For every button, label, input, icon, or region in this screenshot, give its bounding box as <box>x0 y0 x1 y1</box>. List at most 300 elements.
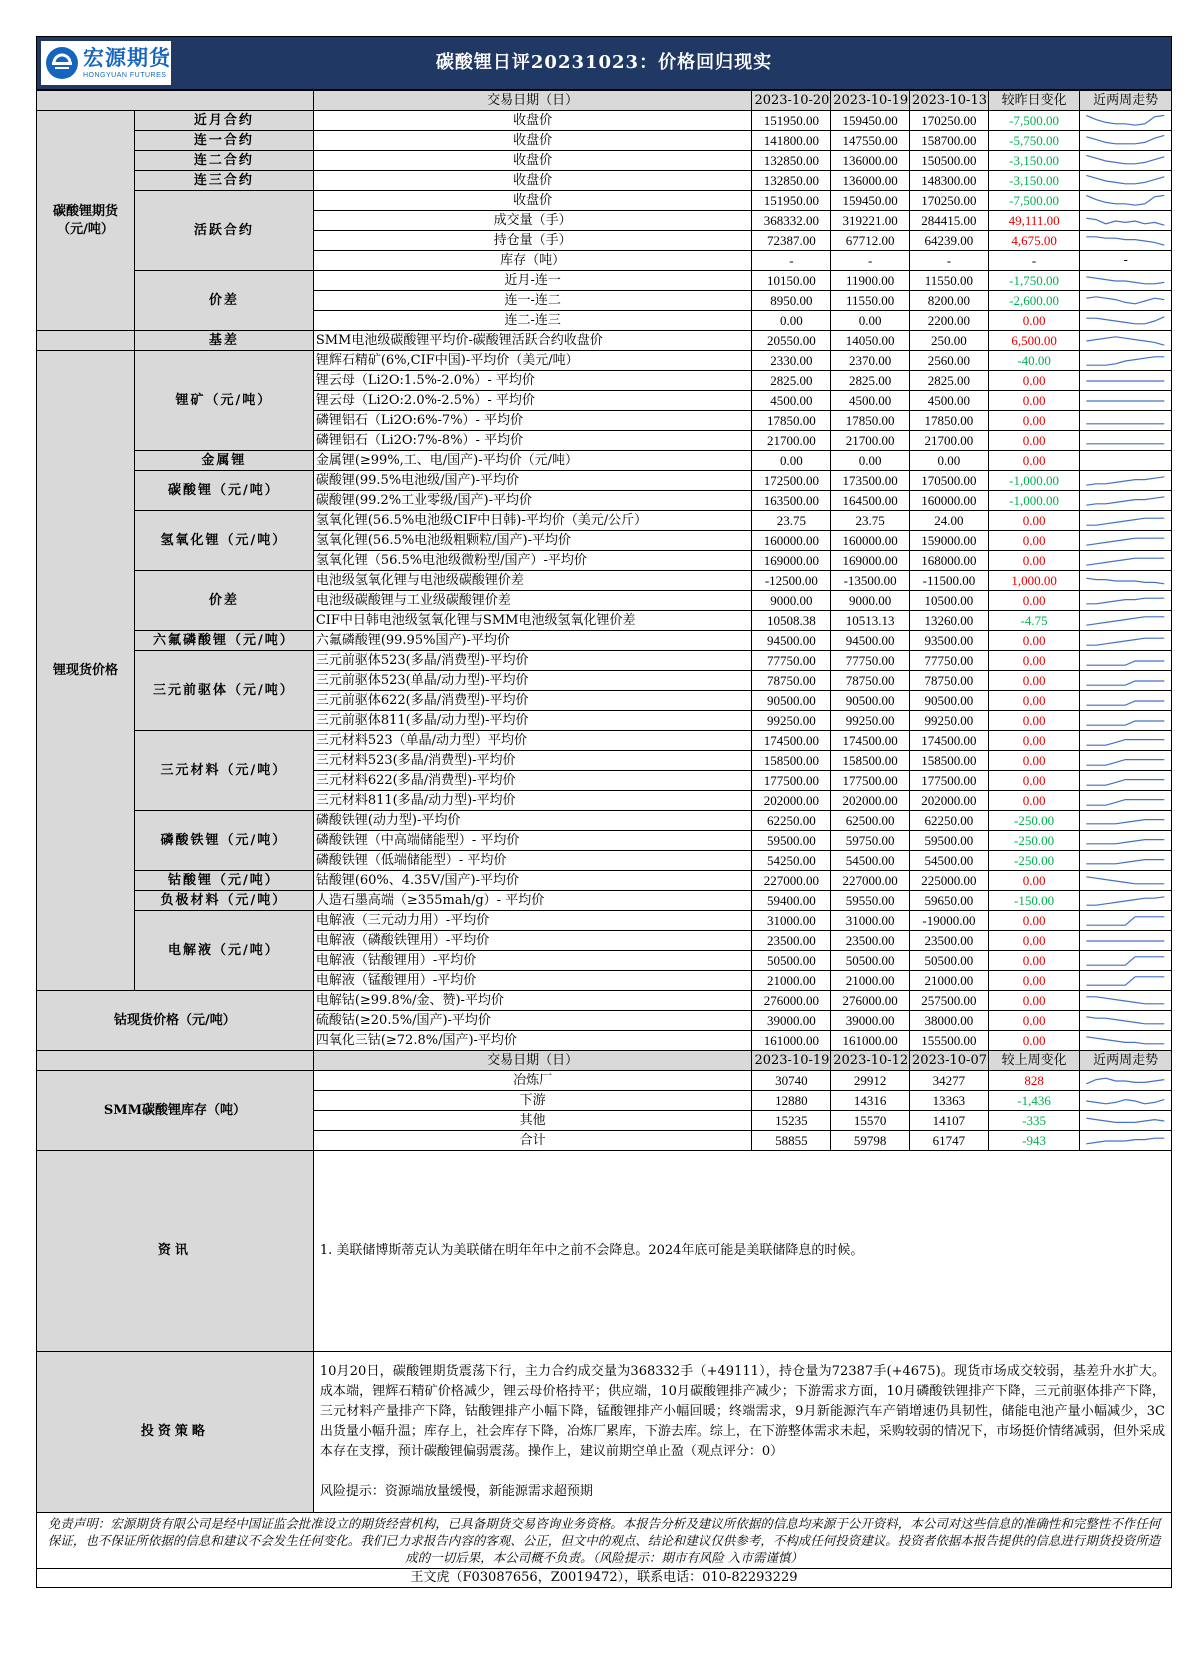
sparkline-chart <box>1080 952 1171 970</box>
row-label: 锂云母（Li2O:2.0%-2.5%）- 平均价 <box>313 391 752 411</box>
sparkline-chart <box>1080 472 1171 490</box>
sparkline-series <box>1087 739 1165 745</box>
trend-sparkline <box>1080 571 1172 591</box>
value-cell: 0.00 <box>831 451 910 471</box>
sparkline-chart <box>1080 612 1171 630</box>
change-cell: 0.00 <box>988 591 1080 611</box>
change-cell: 0.00 <box>988 431 1080 451</box>
sparkline-chart <box>1080 412 1171 430</box>
change-cell: -3,150.00 <box>988 171 1080 191</box>
value-cell: 202000.00 <box>752 791 831 811</box>
sparkline-series <box>1087 115 1165 125</box>
table-row <box>37 331 1172 351</box>
sparkline-chart <box>1080 592 1171 610</box>
change-cell: 6,500.00 <box>988 331 1080 351</box>
strategy-cell <box>313 1352 1171 1513</box>
trend-sparkline <box>1080 831 1172 851</box>
trend-sparkline <box>1080 371 1172 391</box>
sparkline-series <box>1087 996 1165 1003</box>
sparkline-chart <box>1080 192 1171 210</box>
trend-sparkline <box>1080 311 1172 331</box>
value-cell: 227000.00 <box>752 871 831 891</box>
sparkline-series <box>1087 1016 1165 1023</box>
value-cell: 17850.00 <box>910 411 989 431</box>
row-label: 三元材料523（单晶/动力型）平均价 <box>313 731 752 751</box>
header-cell: 较昨日变化 <box>988 91 1080 111</box>
sparkline-series <box>1087 1036 1165 1043</box>
sparkline-series <box>1087 916 1165 924</box>
sparkline-chart <box>1080 152 1171 170</box>
trend-sparkline <box>1080 871 1172 891</box>
trend-sparkline <box>1080 111 1172 131</box>
sparkline-chart <box>1080 212 1171 230</box>
table-row <box>37 451 1172 471</box>
value-cell: 159450.00 <box>831 111 910 131</box>
row-sublabel: 六氟磷酸锂（元/吨） <box>134 631 313 651</box>
sparkline-series <box>1087 296 1165 303</box>
row-label: 合计 <box>313 1131 752 1151</box>
sparkline-series <box>1087 681 1165 685</box>
table-row <box>37 631 1172 651</box>
row-label: 磷酸铁锂（低端储能型）- 平均价 <box>313 851 752 871</box>
row-label: 金属锂(≥99%,工、电/国产)-平均价（元/吨） <box>313 451 752 471</box>
trend-sparkline <box>1080 211 1172 231</box>
row-label: 碳酸锂(99.5%电池级/国产)-平均价 <box>313 471 752 491</box>
value-cell: 17850.00 <box>752 411 831 431</box>
sparkline-series <box>1087 638 1165 645</box>
sparkline-chart <box>1080 692 1171 710</box>
inventory-header-row <box>37 1051 1172 1071</box>
header-cell: 2023-10-19 <box>831 91 910 111</box>
value-cell: 50500.00 <box>752 951 831 971</box>
header-cell: 2023-10-19 <box>752 1051 831 1071</box>
change-cell: -250.00 <box>988 851 1080 871</box>
value-cell: 158500.00 <box>752 751 831 771</box>
value-cell: 38000.00 <box>910 1011 989 1031</box>
sparkline-chart <box>1080 372 1171 390</box>
row-sublabel: 电解液（元/吨） <box>134 911 313 991</box>
row-label: 锂云母（Li2O:1.5%-2.0%）- 平均价 <box>313 371 752 391</box>
row-label: 四氧化三钴(≥72.8%/国产)-平均价 <box>313 1031 752 1051</box>
row-label: SMM电池级碳酸锂平均价-碳酸锂活跃合约收盘价 <box>313 331 752 351</box>
change-cell: 0.00 <box>988 651 1080 671</box>
value-cell: 54500.00 <box>910 851 989 871</box>
value-cell: 59750.00 <box>831 831 910 851</box>
row-label: 库存（吨） <box>313 251 752 271</box>
sparkline-chart <box>1080 732 1171 750</box>
trend-sparkline <box>1080 451 1172 471</box>
table-row <box>37 111 1172 131</box>
logo-cn: 宏源期货 <box>83 45 171 70</box>
sparkline-series <box>1087 839 1165 843</box>
value-cell: 159000.00 <box>910 531 989 551</box>
sparkline-chart <box>1080 1012 1171 1030</box>
row-label: 硫酸钴(≥20.5%/国产)-平均价 <box>313 1011 752 1031</box>
sparkline-chart <box>1080 272 1171 290</box>
table-row <box>37 651 1172 671</box>
row-label: 磷酸铁锂（中高端储能型）- 平均价 <box>313 831 752 851</box>
sparkline-chart <box>1080 792 1171 810</box>
sparkline-series <box>1087 598 1165 604</box>
sparkline-series <box>1087 721 1165 725</box>
value-cell: 202000.00 <box>910 791 989 811</box>
row-label: 电池级氢氧化锂与电池级碳酸锂价差 <box>313 571 752 591</box>
row-label: 三元材料523(多晶/消费型)-平均价 <box>313 751 752 771</box>
sparkline-series <box>1087 496 1165 504</box>
row-sublabel: 三元前驱体（元/吨） <box>134 651 313 731</box>
trend-sparkline <box>1080 851 1172 871</box>
trend-sparkline <box>1080 731 1172 751</box>
change-cell: -250.00 <box>988 831 1080 851</box>
value-cell: 132850.00 <box>752 171 831 191</box>
value-cell: 59500.00 <box>752 831 831 851</box>
value-cell: 99250.00 <box>910 711 989 731</box>
change-cell: 0.00 <box>988 731 1080 751</box>
row-sublabel: 氢氧化锂（元/吨） <box>134 511 313 571</box>
value-cell: 2370.00 <box>831 351 910 371</box>
sparkline-series <box>1087 759 1165 765</box>
value-cell: 2330.00 <box>752 351 831 371</box>
sparkline-chart <box>1080 1032 1171 1050</box>
table-row <box>37 891 1172 911</box>
row-label: 收盘价 <box>313 171 752 191</box>
sparkline-series <box>1087 661 1165 665</box>
strategy-text: 10月20日，碳酸锂期货震荡下行，主力合约成交量为368332手（+49111），持仓量为72387手(+4675)。现货市场成交较弱，基差升水扩大。成本端，锂辉石精矿价格减少，锂云母价格持平；供应端，10月碳酸锂排产减少；下游需求方面，10月磷酸铁锂排产下降，三元前驱体排产下降，三元材料产量排产下降，钴酸锂排产小幅下降，锰酸锂排产小幅回暖；终端需求，9月新能源汽车产销增速仍具韧性，储能电池产量小幅减少，3C出货量小幅升温；库存上，社会库存下降，冶炼厂累库，下游去库。综上，在下游整体需求未起，采购较弱的情况下，市场挺价情绪减弱，但外采成本存在支撑，预计碳酸锂偏弱震荡。操作上，建议前期空单止盈（观点评分：0） <box>319 1364 1165 1459</box>
trend-sparkline <box>1080 151 1172 171</box>
change-cell: -250.00 <box>988 811 1080 831</box>
sparkline-chart <box>1080 552 1171 570</box>
value-cell: 155500.00 <box>910 1031 989 1051</box>
value-cell: 174500.00 <box>831 731 910 751</box>
value-cell: 17850.00 <box>831 411 910 431</box>
row-label: 电池级碳酸锂与工业级碳酸锂价差 <box>313 591 752 611</box>
trend-sparkline <box>1080 591 1172 611</box>
value-cell: 168000.00 <box>910 551 989 571</box>
row-label: 连二-连三 <box>313 311 752 331</box>
value-cell: - <box>910 251 989 271</box>
row-label: 三元材料622(多晶/消费型)-平均价 <box>313 771 752 791</box>
row-label: 下游 <box>313 1091 752 1111</box>
row-label: 钴酸锂(60%、4.35V/国产)-平均价 <box>313 871 752 891</box>
table-row <box>37 271 1172 291</box>
row-sublabel: 连二合约 <box>134 151 313 171</box>
trend-sparkline <box>1080 791 1172 811</box>
table-row <box>37 171 1172 191</box>
row-label: 三元前驱体811(多晶/动力型)-平均价 <box>313 711 752 731</box>
change-cell: 828 <box>988 1071 1080 1091</box>
sparkline-series <box>1087 336 1165 344</box>
value-cell: 159450.00 <box>831 191 910 211</box>
row-sublabel: 价差 <box>134 271 313 331</box>
trend-sparkline <box>1080 331 1172 351</box>
row-label: 持仓量（手） <box>313 231 752 251</box>
value-cell: 14316 <box>831 1091 910 1111</box>
row-sublabel: 基差 <box>134 331 313 351</box>
sparkline-chart <box>1080 112 1171 130</box>
row-label: 磷酸铁锂(动力型)-平均价 <box>313 811 752 831</box>
value-cell: 160000.00 <box>910 491 989 511</box>
sparkline-chart <box>1080 632 1171 650</box>
row-sublabel: 碳酸锂（元/吨） <box>134 471 313 511</box>
value-cell: 174500.00 <box>752 731 831 751</box>
value-cell: 21700.00 <box>910 431 989 451</box>
value-cell: 2825.00 <box>831 371 910 391</box>
value-cell: 77750.00 <box>831 651 910 671</box>
value-cell: 0.00 <box>910 451 989 471</box>
change-cell: 0.00 <box>988 631 1080 651</box>
sparkline-chart <box>1080 872 1171 890</box>
change-cell: 4,675.00 <box>988 231 1080 251</box>
value-cell: 10150.00 <box>752 271 831 291</box>
row-sublabel: 价差 <box>134 571 313 631</box>
value-cell: 29912 <box>831 1071 910 1091</box>
sparkline-series <box>1087 155 1165 163</box>
trend-sparkline <box>1080 931 1172 951</box>
table-row <box>37 1071 1172 1091</box>
value-cell: 276000.00 <box>752 991 831 1011</box>
sparkline-series <box>1087 976 1165 984</box>
value-cell: 78750.00 <box>910 671 989 691</box>
value-cell: 177500.00 <box>831 771 910 791</box>
value-cell: 4500.00 <box>752 391 831 411</box>
value-cell: 177500.00 <box>752 771 831 791</box>
value-cell: 59798 <box>831 1131 910 1151</box>
trend-sparkline <box>1080 391 1172 411</box>
sparkline-series <box>1087 876 1165 883</box>
trend-sparkline <box>1080 1011 1172 1031</box>
change-cell: -40.00 <box>988 351 1080 371</box>
value-cell: 94500.00 <box>831 631 910 651</box>
row-sublabel: 三元材料（元/吨） <box>134 731 313 811</box>
value-cell: 163500.00 <box>752 491 831 511</box>
value-cell: 284415.00 <box>910 211 989 231</box>
sparkline-chart <box>1080 892 1171 910</box>
row-label: 三元材料811(多晶/动力型)-平均价 <box>313 791 752 811</box>
table-row <box>37 131 1172 151</box>
sparkline-chart <box>1080 992 1171 1010</box>
row-label: 六氟磷酸锂(99.95%国产)-平均价 <box>313 631 752 651</box>
row-sublabel: 磷酸铁锂（元/吨） <box>134 811 313 871</box>
change-cell: -335 <box>988 1111 1080 1131</box>
trend-sparkline <box>1080 751 1172 771</box>
change-cell: -1,750.00 <box>988 271 1080 291</box>
value-cell: 257500.00 <box>910 991 989 1011</box>
change-cell: -2,600.00 <box>988 291 1080 311</box>
table-row <box>37 471 1172 491</box>
trend-sparkline <box>1080 971 1172 991</box>
table-row <box>37 911 1172 931</box>
trend-sparkline <box>1080 551 1172 571</box>
group-label <box>37 331 135 351</box>
value-cell: 54500.00 <box>831 851 910 871</box>
value-cell: 151950.00 <box>752 111 831 131</box>
value-cell: 158700.00 <box>910 131 989 151</box>
value-cell: 161000.00 <box>752 1031 831 1051</box>
value-cell: 10513.13 <box>831 611 910 631</box>
value-cell: 10508.38 <box>752 611 831 631</box>
value-cell: 164500.00 <box>831 491 910 511</box>
change-cell: 0.00 <box>988 771 1080 791</box>
trend-sparkline <box>1080 1091 1172 1111</box>
value-cell: 15570 <box>831 1111 910 1131</box>
sparkline-series <box>1087 356 1165 364</box>
sparkline-series <box>1087 276 1165 283</box>
value-cell: 24.00 <box>910 511 989 531</box>
value-cell: 99250.00 <box>752 711 831 731</box>
change-cell: -7,500.00 <box>988 191 1080 211</box>
value-cell: 67712.00 <box>831 231 910 251</box>
price-table <box>36 90 1172 1513</box>
report-banner <box>36 36 1172 90</box>
row-label: 近月-连一 <box>313 271 752 291</box>
value-cell: 132850.00 <box>752 151 831 171</box>
value-cell: 13363 <box>910 1091 989 1111</box>
row-label: 电解液（磷酸铁锂用）-平均价 <box>313 931 752 951</box>
value-cell: 169000.00 <box>752 551 831 571</box>
value-cell: 62250.00 <box>752 811 831 831</box>
value-cell: 225000.00 <box>910 871 989 891</box>
row-label: 氢氧化锂(56.5%电池级粗颗粒/国产)-平均价 <box>313 531 752 551</box>
value-cell: 62500.00 <box>831 811 910 831</box>
change-cell: - <box>988 251 1080 271</box>
header-blank <box>37 91 314 111</box>
value-cell: 170250.00 <box>910 111 989 131</box>
value-cell: 72387.00 <box>752 231 831 251</box>
value-cell: 169000.00 <box>831 551 910 571</box>
change-cell: 1,000.00 <box>988 571 1080 591</box>
value-cell: 9000.00 <box>752 591 831 611</box>
value-cell: 0.00 <box>752 451 831 471</box>
change-cell: 0.00 <box>988 371 1080 391</box>
trend-sparkline <box>1080 611 1172 631</box>
value-cell: - <box>831 251 910 271</box>
value-cell: 150500.00 <box>910 151 989 171</box>
change-cell: -4.75 <box>988 611 1080 631</box>
value-cell: 39000.00 <box>752 1011 831 1031</box>
value-cell: 30740 <box>752 1071 831 1091</box>
trend-sparkline <box>1080 471 1172 491</box>
sparkline-series <box>1087 701 1165 705</box>
report-sheet <box>36 36 1172 1588</box>
value-cell: 2825.00 <box>752 371 831 391</box>
row-label: 氢氧化锂(56.5%电池级CIF中日韩)-平均价（美元/公斤） <box>313 511 752 531</box>
sparkline-chart <box>1080 332 1171 350</box>
value-cell: 160000.00 <box>831 531 910 551</box>
row-label: 成交量（手） <box>313 211 752 231</box>
change-cell: -1,000.00 <box>988 491 1080 511</box>
trend-sparkline <box>1080 671 1172 691</box>
row-label: 锂辉石精矿(6%,CIF中国)-平均价（美元/吨） <box>313 351 752 371</box>
row-label: 连一-连二 <box>313 291 752 311</box>
value-cell: 50500.00 <box>831 951 910 971</box>
change-cell: 0.00 <box>988 1011 1080 1031</box>
value-cell: 11550.00 <box>910 271 989 291</box>
value-cell: 13260.00 <box>910 611 989 631</box>
value-cell: 23500.00 <box>910 931 989 951</box>
value-cell: 0.00 <box>752 311 831 331</box>
sparkline-chart <box>1080 652 1171 670</box>
value-cell: 319221.00 <box>831 211 910 231</box>
header-cell: 近两周走势 <box>1080 1051 1172 1071</box>
value-cell: 62250.00 <box>910 811 989 831</box>
value-cell: 23.75 <box>831 511 910 531</box>
table-row <box>37 571 1172 591</box>
value-cell: 21000.00 <box>910 971 989 991</box>
sparkline-series <box>1087 779 1165 785</box>
value-cell: 4500.00 <box>831 391 910 411</box>
trend-sparkline <box>1080 511 1172 531</box>
value-cell: 64239.00 <box>910 231 989 251</box>
trend-sparkline <box>1080 651 1172 671</box>
value-cell: 2200.00 <box>910 311 989 331</box>
change-cell: 0.00 <box>988 451 1080 471</box>
sparkline-chart <box>1080 132 1171 150</box>
row-sublabel: 连三合约 <box>134 171 313 191</box>
row-sublabel: 钴酸锂（元/吨） <box>134 871 313 891</box>
group-label: SMM碳酸锂库存（吨） <box>37 1071 314 1151</box>
value-cell: -13500.00 <box>831 571 910 591</box>
change-cell: 0.00 <box>988 511 1080 531</box>
row-sublabel: 近月合约 <box>134 111 313 131</box>
value-cell: 59400.00 <box>752 891 831 911</box>
trend-sparkline <box>1080 811 1172 831</box>
change-cell: 0.00 <box>988 971 1080 991</box>
strategy-row <box>37 1352 1172 1513</box>
table-row <box>37 351 1172 371</box>
value-cell: 368332.00 <box>752 211 831 231</box>
row-sublabel: 锂矿（元/吨） <box>134 351 313 451</box>
value-cell: 90500.00 <box>831 691 910 711</box>
value-cell: -12500.00 <box>752 571 831 591</box>
value-cell: 94500.00 <box>752 631 831 651</box>
row-label: 人造石墨高端（≥355mah/g）- 平均价 <box>313 891 752 911</box>
news-label: 资讯 <box>37 1151 314 1352</box>
sparkline-series <box>1087 236 1165 244</box>
value-cell: 39000.00 <box>831 1011 910 1031</box>
value-cell: 158500.00 <box>831 751 910 771</box>
sparkline-series <box>1087 218 1165 225</box>
sparkline-chart <box>1080 812 1171 830</box>
row-label: 三元前驱体622(多晶/消费型)-平均价 <box>313 691 752 711</box>
value-cell: 174500.00 <box>910 731 989 751</box>
sparkline-chart <box>1080 972 1171 990</box>
sparkline-chart <box>1080 1132 1171 1150</box>
change-cell: 0.00 <box>988 311 1080 331</box>
value-cell: 11550.00 <box>831 291 910 311</box>
value-cell: 147550.00 <box>831 131 910 151</box>
value-cell: 59550.00 <box>831 891 910 911</box>
value-cell: 276000.00 <box>831 991 910 1011</box>
sparkline-series <box>1087 1138 1165 1144</box>
news-row <box>37 1151 1172 1352</box>
sparkline-chart <box>1080 772 1171 790</box>
row-sublabel: 金属锂 <box>134 451 313 471</box>
change-cell: 0.00 <box>988 711 1080 731</box>
value-cell: 21000.00 <box>831 971 910 991</box>
value-cell: 250.00 <box>910 331 989 351</box>
sparkline-series <box>1087 578 1165 584</box>
sparkline-series <box>1087 896 1165 904</box>
value-cell: 136000.00 <box>831 151 910 171</box>
sparkline-chart <box>1080 752 1171 770</box>
row-label: CIF中日韩电池级氢氧化锂与SMM电池级氢氧化锂价差 <box>313 611 752 631</box>
trend-sparkline <box>1080 131 1172 151</box>
value-cell: 177500.00 <box>910 771 989 791</box>
change-cell: -1,000.00 <box>988 471 1080 491</box>
change-cell: 0.00 <box>988 1031 1080 1051</box>
sparkline-chart <box>1080 912 1171 930</box>
row-label: 冶炼厂 <box>313 1071 752 1091</box>
